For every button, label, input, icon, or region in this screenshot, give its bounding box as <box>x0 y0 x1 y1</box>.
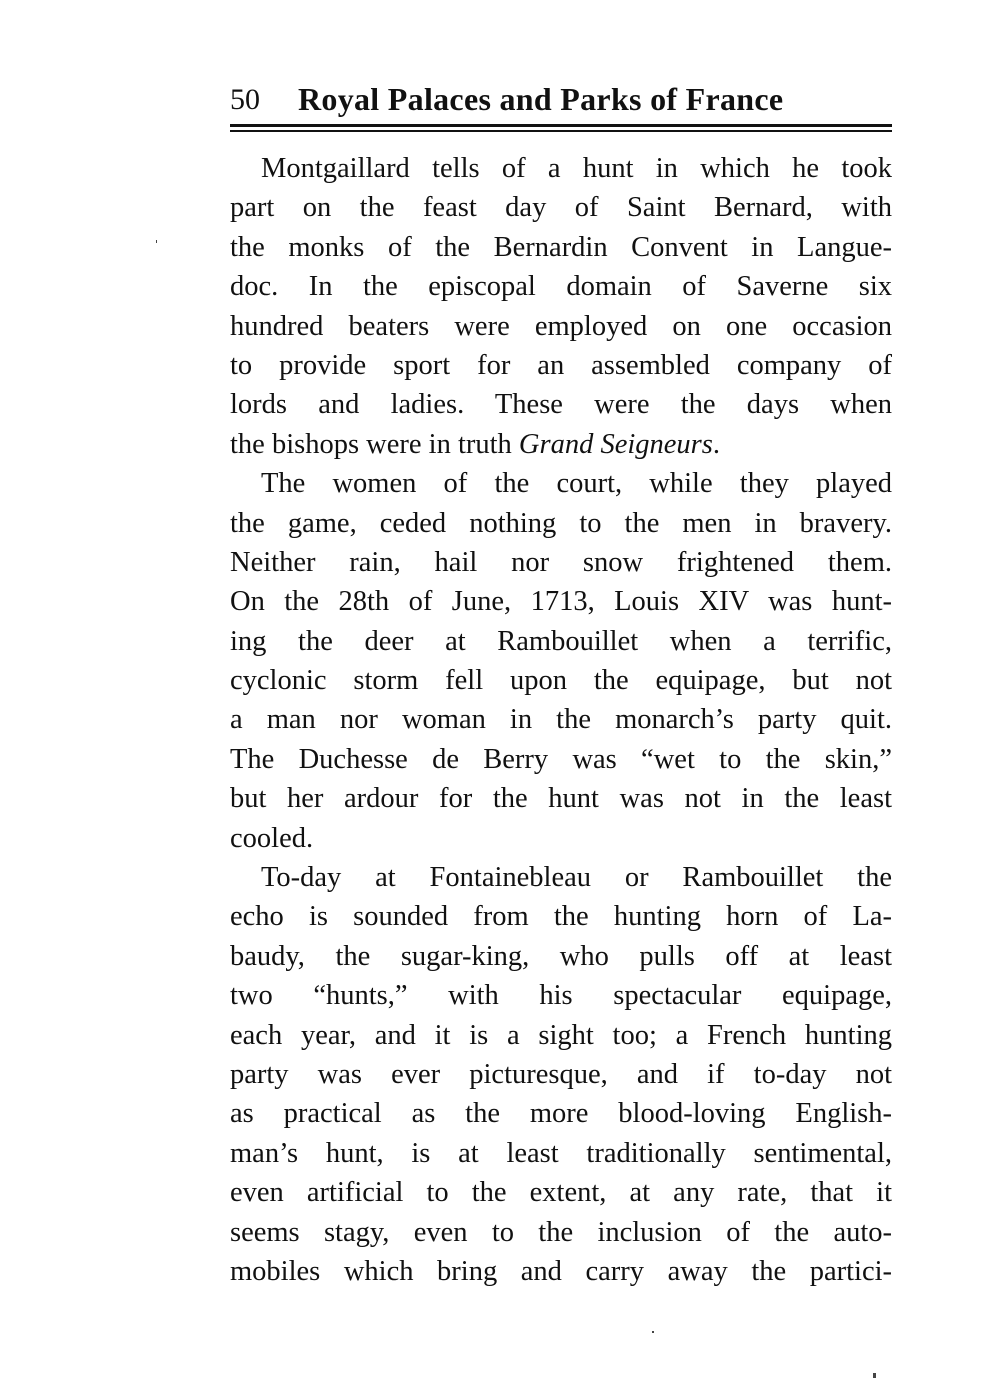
header-rule-thick <box>230 124 892 127</box>
text-line: two “hunts,” with his spectacular equipage, <box>230 980 892 1012</box>
text-line: hundred beaters were employed on one occasion <box>230 310 892 342</box>
text-line: Neither rain, hail nor snow frightened them. <box>230 546 892 578</box>
text-line: to provide sport for an assembled company of <box>230 349 892 381</box>
text-line: but her ardour for the hunt was not in the least <box>230 783 892 815</box>
paragraph-2 <box>230 464 892 858</box>
text-line: the game, ceded nothing to the men in bravery. <box>230 507 892 539</box>
text-line: cooled. <box>230 822 314 854</box>
page-number: 50 <box>230 83 260 116</box>
italic-term: Grand Seigneurs <box>518 428 713 460</box>
text-line: ing the deer at Rambouillet when a terrific, <box>230 625 892 657</box>
text-line <box>230 425 892 464</box>
text-line: On the 28th of June, 1713, Louis XIV was hunt- <box>230 586 892 618</box>
running-title: Royal Palaces and Parks of France <box>298 81 784 117</box>
text-line: Montgaillard tells of a hunt in which he took <box>261 153 892 184</box>
scan-speck <box>156 240 157 243</box>
text-line: echo is sounded from the hunting horn of La- <box>230 901 892 933</box>
text-line: party was ever picturesque, and if to-day not <box>230 1058 892 1090</box>
text-line: lords and ladies. These were the days when <box>230 389 892 421</box>
text-fragment: . <box>712 428 720 460</box>
scan-speck <box>873 1373 876 1378</box>
text-line: the monks of the Bernardin Convent in Langue- <box>230 231 892 263</box>
paragraph-1 <box>230 149 892 464</box>
text-line: part on the feast day of Saint Bernard, with <box>230 192 892 224</box>
text-line: seems stagy, even to the inclusion of the auto- <box>230 1216 892 1248</box>
scan-speck <box>652 1331 654 1333</box>
text-fragment: the bishops were in truth <box>230 428 519 460</box>
paragraph-3 <box>230 858 892 1291</box>
text-line: The women of the court, while they played <box>261 468 892 500</box>
running-header <box>230 78 892 122</box>
text-line: cyclonic storm fell upon the equipage, but not <box>230 665 892 697</box>
header-rule-thin <box>230 130 892 132</box>
body-text <box>230 149 892 1291</box>
text-line: man’s hunt, is at least traditionally sentimental, <box>230 1137 892 1169</box>
text-line: To-day at Fontainebleau or Rambouillet the <box>261 862 892 894</box>
text-line: doc. In the episcopal domain of Saverne six <box>230 271 892 303</box>
text-line: each year, and it is a sight too; a French hunting <box>230 1019 892 1051</box>
text-line: as practical as the more blood-loving English- <box>230 1098 892 1130</box>
text-line: a man nor woman in the monarch’s party quit. <box>230 704 892 736</box>
text-line: The Duchesse de Berry was “wet to the skin,” <box>230 743 892 775</box>
text-line: mobiles which bring and carry away the partici- <box>230 1255 892 1287</box>
text-line: baudy, the sugar-king, who pulls off at least <box>230 940 892 972</box>
text-line: even artificial to the extent, at any rate, that it <box>230 1177 892 1209</box>
